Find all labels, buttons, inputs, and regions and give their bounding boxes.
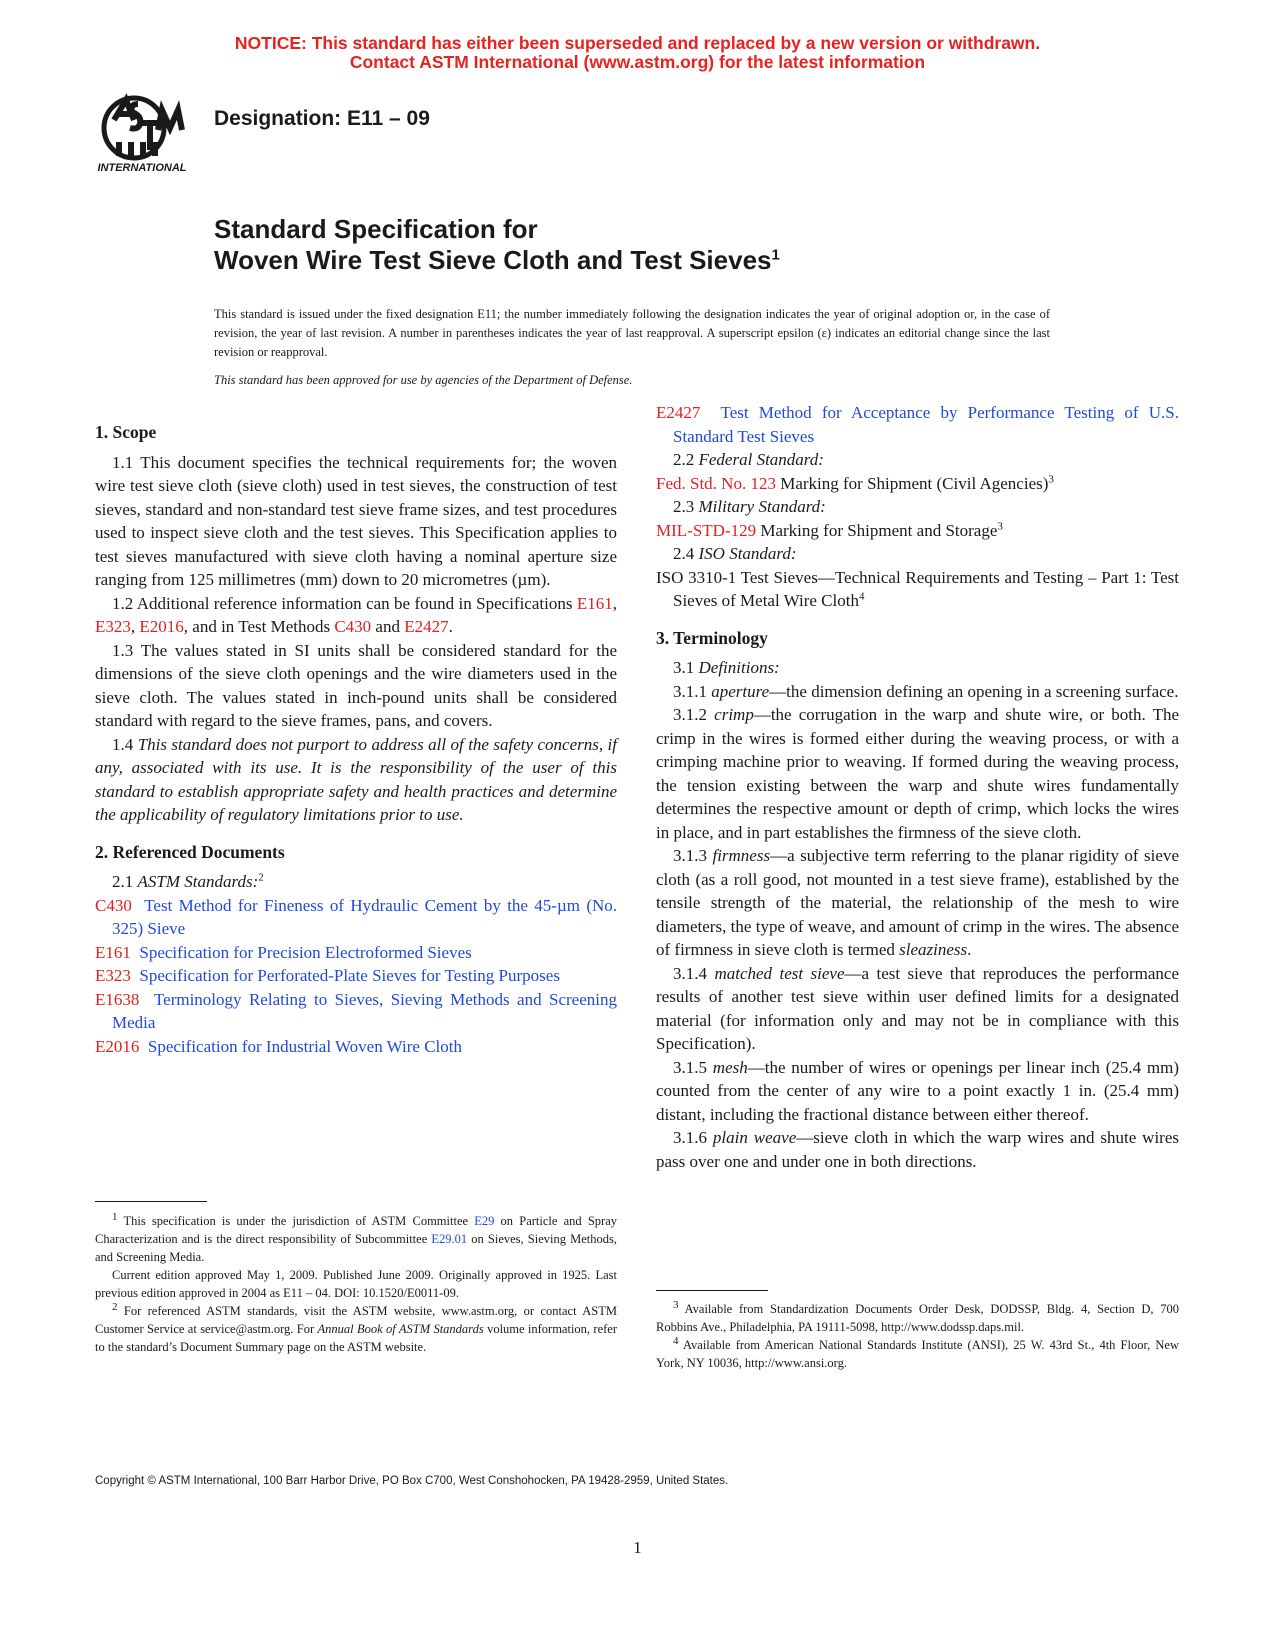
title-line-2 <box>214 245 780 276</box>
def-term: mesh <box>712 1057 748 1077</box>
ref-title[interactable]: Test Method for Fineness of Hydraulic Cement by the 45-µm (No. 325) Sieve <box>112 895 618 938</box>
footnote-text: volume information, refer to the standard’s Document Summary page on the ASTM website. <box>95 1322 617 1354</box>
link-e323[interactable]: E323 <box>95 617 131 636</box>
terminology-heading: 3. Terminology <box>656 627 768 648</box>
separator: . <box>448 617 453 636</box>
ref-title[interactable]: Specification for Perforated-Plate Sieves for Testing Purposes <box>139 966 560 985</box>
designation: Designation: E11 – 09 <box>214 107 430 130</box>
ref-title[interactable]: Test Method for Acceptance by Performance Testing of U.S. Standard Test Sieves <box>673 403 1179 446</box>
annual-book-title: Annual Book of ASTM Standards <box>317 1322 484 1336</box>
astm-num: 2.1 <box>112 872 138 891</box>
def-term: firmness <box>712 846 771 865</box>
footnote-mark: 1 <box>112 1210 118 1223</box>
def-text: . <box>967 940 972 959</box>
def-term: crimp <box>714 705 754 724</box>
footnotes-left <box>95 1212 617 1356</box>
astm-footnote-mark[interactable]: 2 <box>258 871 264 884</box>
supersession-notice <box>0 34 1275 72</box>
military-num: 2.3 <box>673 497 699 516</box>
iso-label: ISO Standard: <box>698 544 797 563</box>
astm-standards-label <box>95 870 617 894</box>
footnote-text: Available from Standardization Documents Order Desk, DODSSP, Bldg. 4, Section D, 700 Robbins Ave., Philadelphia, PA 19111-5098, http://www.dodssp.daps.mil. <box>656 1302 1179 1334</box>
footnote-text: This specification is under the jurisdiction of ASTM Committee <box>117 1214 475 1228</box>
definition <box>656 1056 1179 1127</box>
def-num: 3.1.3 <box>673 846 713 865</box>
ref-item[interactable] <box>95 1035 617 1059</box>
footnote-divider <box>95 1201 207 1202</box>
footnote-1-edition: Current edition approved May 1, 2009. Published June 2009. Originally approved in 1925. Last previous edition approved in 2004 as E11 – 04. DOI: 10.1520/E0011-09. <box>95 1268 617 1300</box>
footnote-text: on Particle and Spray Characterization and is the direct responsibility of Subcommittee <box>95 1214 618 1246</box>
link-e2427[interactable]: E2427 <box>404 617 449 636</box>
definition <box>656 844 1179 962</box>
scope-1-4 <box>95 733 617 827</box>
footnote-mark[interactable]: 3 <box>1048 472 1054 485</box>
left-column <box>95 421 617 1058</box>
notice-line-1: NOTICE: This standard has either been superseded and replaced by a new version or withdrawn. <box>234 33 1041 53</box>
ref-code[interactable]: E2016 <box>95 1036 140 1056</box>
footnote-mark[interactable]: 4 <box>858 590 865 603</box>
link-e29[interactable]: E29 <box>474 1214 495 1228</box>
ref-item[interactable] <box>95 941 617 965</box>
iso-standard-label <box>656 542 1179 566</box>
ref-item[interactable] <box>656 401 1179 448</box>
ref-item[interactable] <box>656 519 1179 543</box>
scope-1-4-num: 1.4 <box>112 734 138 754</box>
ref-code[interactable]: E2427 <box>656 403 701 422</box>
ref-item <box>656 566 1179 613</box>
def-text: —the dimension defining an opening in a screening surface. <box>769 681 1179 701</box>
def-num: 3.1.4 <box>673 963 715 983</box>
scope-1-1: 1.1 This document specifies the technical requirements for; the woven wire test sieve cloth (sieve cloth) used in test sieves, the construction of test sieves, standard and non-standard test sieve frame sizes, and test procedures used to inspect sieve cloth and the test sieves. This Specification applies to test sieves manufactured with sieve cloth having a nominal aperture size ranging from 125 millimetres (mm) down to 20 micrometres (µm). <box>95 452 617 589</box>
footnote-mark: 4 <box>673 1334 679 1347</box>
iso-num: 2.4 <box>673 544 699 563</box>
def-text: —the number of wires or openings per linear inch (25.4 mm) counted from the center of any wire to a point exactly 1 in. (25.4 mm) distant, including the fractional distance between either thereof. <box>656 1057 1180 1124</box>
safety-caveat: This standard does not purport to address all of the safety concerns, if any, associated with its use. It is the responsibility of the user of this standard to establish appropriate safety and health practices and determine the applicability of regulatory limitations prior to use. <box>95 734 617 824</box>
def-text: —a subjective term referring to the planar rigidity of sieve cloth (as a roll good, not mounted in a test sieve frame), established by the tensile strength of the material, the relationship of the mesh to wire diameters, the type of weave, and amount of crimp in the wires. The absence of firmness in sieve cloth is termed <box>656 846 1179 959</box>
footnote-divider <box>656 1290 768 1291</box>
ref-code[interactable]: MIL-STD-129 <box>656 520 757 540</box>
link-e161[interactable]: E161 <box>576 593 613 613</box>
notice-line-2: Contact ASTM International (www.astm.org) for the latest information <box>349 52 926 72</box>
definition <box>656 962 1179 1056</box>
definition <box>656 680 1179 704</box>
astm-label: ASTM Standards: <box>137 872 259 891</box>
definitions-label <box>656 656 1179 680</box>
title-line-2-text: Woven Wire Test Sieve Cloth and Test Sieves <box>214 245 772 275</box>
right-column <box>656 401 1179 1173</box>
def-text: —a test sieve that reproduces the performance results of another test sieve within user defined limits for a designated material (for information only and may not be in compliance with this Specification). <box>656 963 1179 1053</box>
def-num: 3.1.5 <box>673 1057 713 1077</box>
footnote-3 <box>656 1300 1179 1336</box>
ref-title: Marking for Shipment and Storage <box>756 520 998 540</box>
ref-item[interactable] <box>656 472 1179 496</box>
def-term: matched test sieve <box>714 963 845 983</box>
ref-code[interactable]: C430 <box>95 895 132 915</box>
link-e29-01[interactable]: E29.01 <box>431 1232 468 1246</box>
defs-num: 3.1 <box>673 658 699 677</box>
title-line-1: Standard Specification for <box>214 214 538 244</box>
scope-1-2-mid: , and in Test Methods <box>183 617 335 636</box>
def-num: 3.1.2 <box>673 705 715 724</box>
scope-1-3: 1.3 The values stated in SI units shall be considered standard for the dimensions of the sieve cloth openings and the wire diameters used in the sieve cloth. The values stated in inch-pound units shall be considered standard with regard to the sieve frames, pans, and covers. <box>95 640 617 730</box>
def-text: —sieve cloth in which the warp wires and shute wires pass over one and under one in both directions. <box>656 1128 1180 1171</box>
document-title <box>214 214 780 276</box>
scope-1-2 <box>95 592 617 639</box>
dod-approval-note: This standard has been approved for use by agencies of the Department of Defense. <box>214 373 633 387</box>
page-number: 1 <box>633 1538 642 1557</box>
ref-title[interactable]: Specification for Industrial Woven Wire Cloth <box>147 1036 463 1056</box>
separator: , <box>612 593 617 613</box>
ref-item[interactable] <box>95 964 617 988</box>
astm-logo <box>92 90 202 185</box>
ref-code[interactable]: E1638 <box>95 989 140 1009</box>
ref-title: Marking for Shipment (Civil Agencies) <box>775 473 1049 493</box>
preamble: This standard is issued under the fixed designation E11; the number immediately following the designation indicates the year of original adoption or, in the case of revision, the year of last revision. A number in parentheses indicates the year of last reapproval. A superscript epsilon (ε) indicates an editorial change since the last revision or reapproval. <box>214 307 1050 359</box>
footnote-mark[interactable]: 3 <box>997 519 1003 532</box>
def-term: plain weave <box>712 1128 797 1147</box>
ref-title[interactable]: Specification for Precision Electroformed Sieves <box>139 942 472 962</box>
def-num: 3.1.1 <box>673 681 712 701</box>
footnote-text: on Sieves, Sieving Methods, and Screening Media. <box>95 1232 617 1264</box>
copyright: Copyright © ASTM International, 100 Barr Harbor Drive, PO Box C700, West Conshohocken, PA 19428-2959, United States. <box>95 1475 729 1487</box>
link-c430[interactable]: C430 <box>334 617 372 636</box>
footnote-mark: 2 <box>112 1300 118 1313</box>
iso-reference: ISO 3310-1 Test Sieves—Technical Requirements and Testing – Part 1: Test Sieves of Metal Wire Cloth <box>656 567 1179 610</box>
ref-title[interactable]: Terminology Relating to Sieves, Sieving Methods and Screening Media <box>112 989 617 1032</box>
federal-label: Federal Standard: <box>698 450 824 469</box>
ref-code[interactable]: Fed. Std. No. 123 <box>656 473 776 493</box>
scope-heading: 1. Scope <box>95 422 157 442</box>
footnotes-right <box>656 1300 1179 1372</box>
def-num: 3.1.6 <box>673 1128 713 1147</box>
ref-code[interactable]: E161 <box>95 942 131 962</box>
definition <box>656 1126 1179 1173</box>
footnote-2 <box>95 1302 617 1356</box>
footnote-mark: 3 <box>673 1298 679 1311</box>
defs-label: Definitions: <box>698 658 780 677</box>
ref-code[interactable]: E323 <box>95 966 131 985</box>
def-text: —the corrugation in the warp and shute wire, or both. The crimp in the wires is formed either during the weaving process, or with a crimping machine prior to weaving. If formed during the weaving process, the tension existing between the warp and shute wires fundamentally determines the respective amount or depth of crimp, which locks the wires in place, and in part establishes the firmness of the sieve cloth. <box>656 705 1180 842</box>
separator: and <box>371 617 405 636</box>
def-term: sleaziness <box>899 940 968 959</box>
footnote-4 <box>656 1336 1179 1372</box>
federal-standard-label <box>656 448 1179 472</box>
footnote-text: For referenced ASTM standards, visit the ASTM website, www.astm.org, or contact ASTM Customer Service at service@astm.org. For <box>95 1304 617 1336</box>
military-label: Military Standard: <box>698 497 826 516</box>
link-e2016[interactable]: E2016 <box>139 617 184 636</box>
def-term: aperture <box>711 681 770 701</box>
definition <box>656 703 1179 844</box>
military-standard-label <box>656 495 1179 519</box>
footnote-text: Available from American National Standards Institute (ANSI), 25 W. 43rd St., 4th Floor, New York, NY 10036, http://www.ansi.org. <box>656 1338 1179 1370</box>
logo-wordmark: INTERNATIONAL <box>97 162 187 174</box>
footnote-1 <box>95 1212 617 1266</box>
ref-item[interactable] <box>95 988 617 1035</box>
federal-num: 2.2 <box>673 450 699 469</box>
referenced-heading: 2. Referenced Documents <box>95 841 285 862</box>
title-footnote-mark[interactable]: 1 <box>771 246 780 264</box>
separator: , <box>130 617 140 636</box>
scope-1-2-text: 1.2 Additional reference information can be found in Specifications <box>112 593 577 613</box>
ref-item[interactable] <box>95 894 617 941</box>
